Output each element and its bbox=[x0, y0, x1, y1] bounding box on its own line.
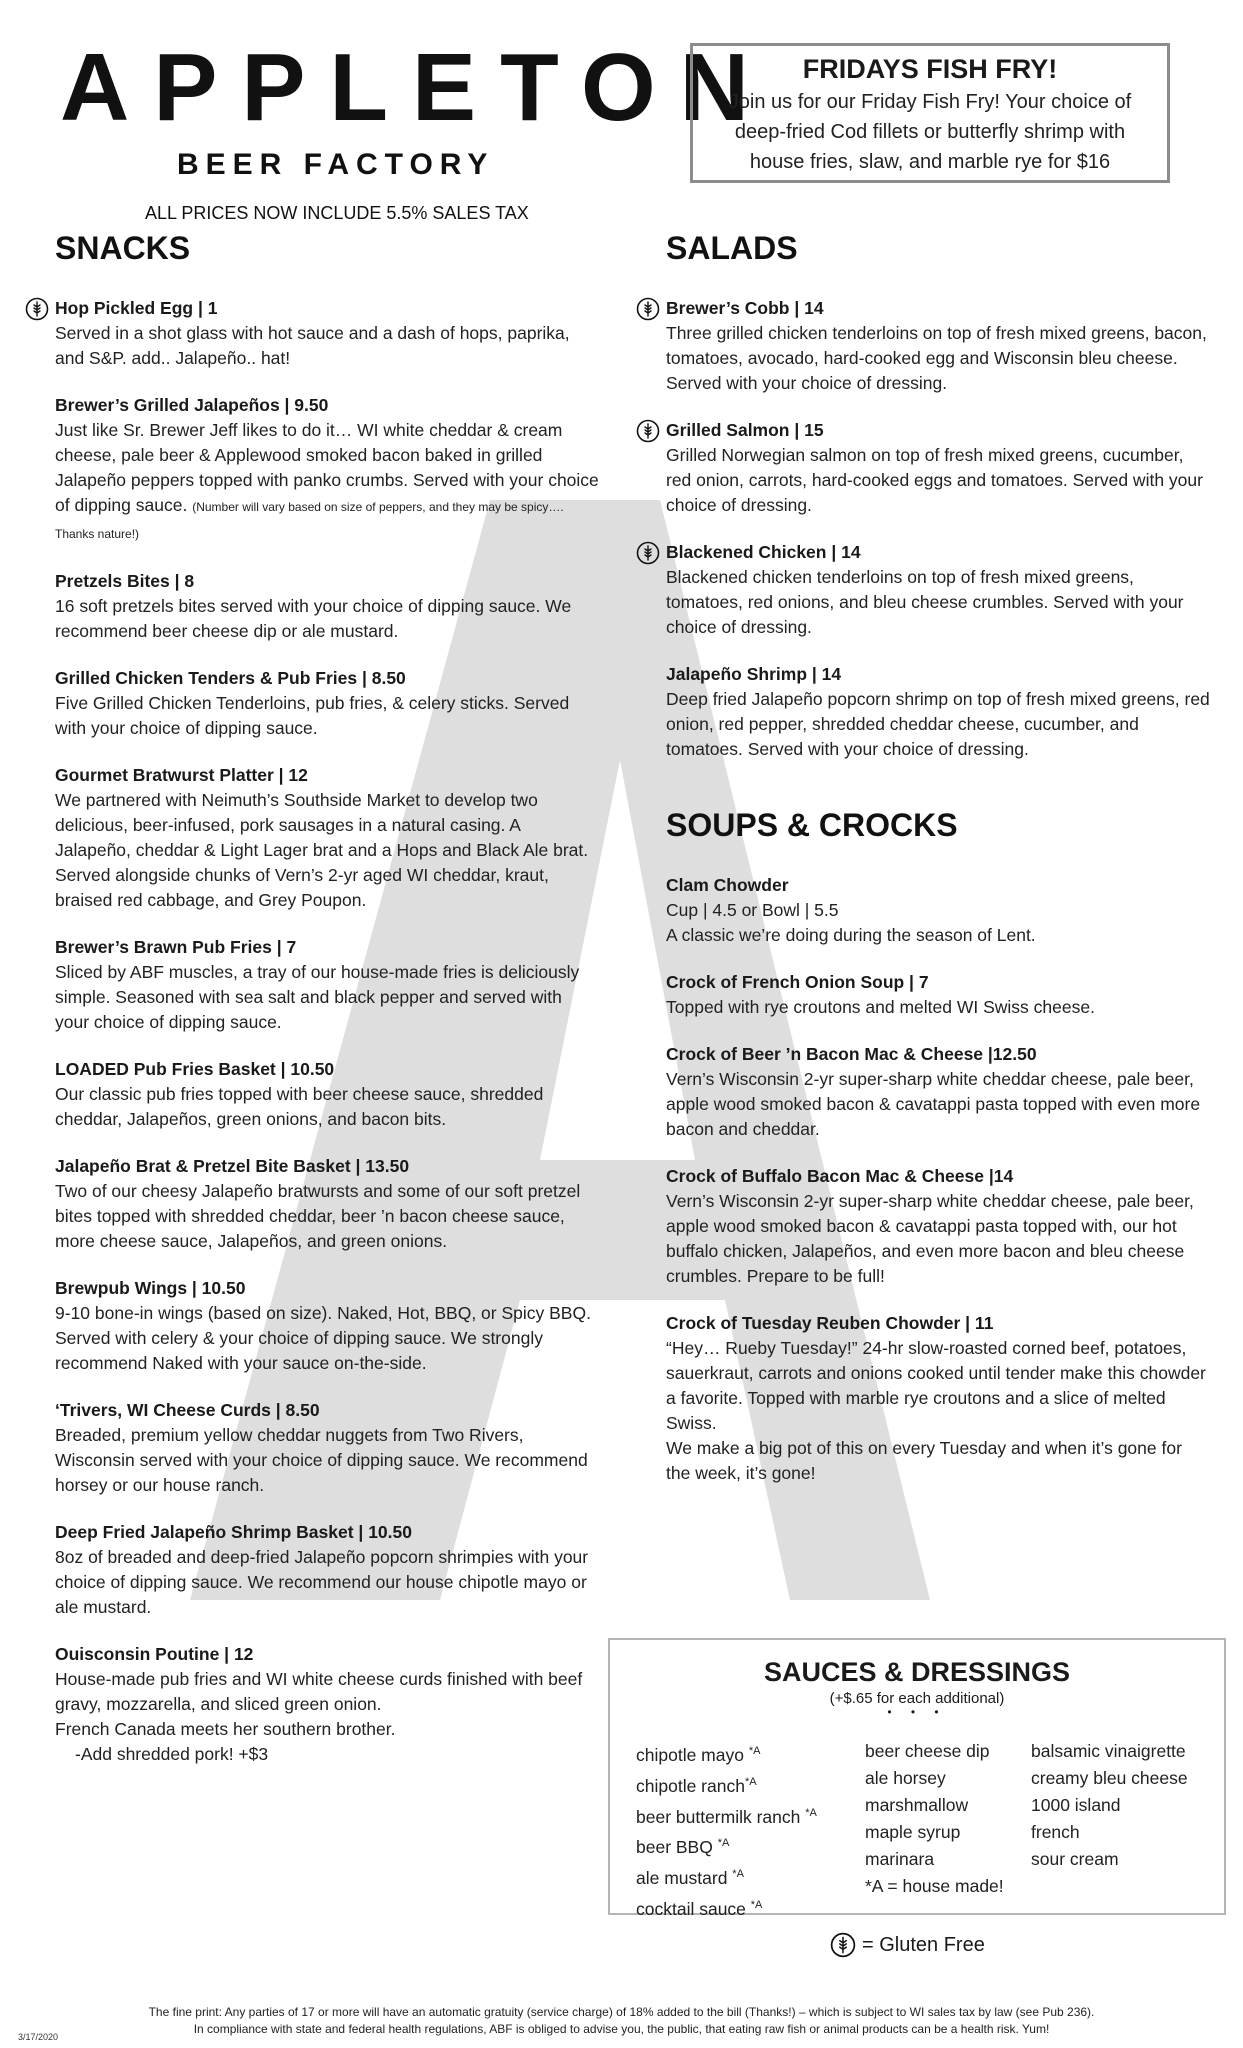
menu-item-name: Crock of Buffalo Bacon Mac & Cheese |14 bbox=[666, 1166, 1014, 1186]
menu-item-description-text: We partnered with Neimuth’s Southside Market to develop two delicious, beer-infused, pork sausages in a natural casing. A Jalapeño, cheddar & Light Lager brat and a Hops and Black Ale brat. Served alongside chunks of Vern’s 2-yr aged WI cheddar, kraut, braised red cabbage, and Grey Poupon. bbox=[55, 790, 589, 910]
menu-item-description bbox=[666, 1189, 1211, 1289]
menu-item bbox=[666, 540, 1211, 640]
menu-item-description bbox=[55, 960, 600, 1035]
sauce-item: french bbox=[1031, 1822, 1080, 1842]
menu-item-name: Crock of Beer ’n Bacon Mac & Cheese |12.50 bbox=[666, 1044, 1037, 1064]
sauce-item: beer buttermilk ranch $^{*A}$ bbox=[636, 1806, 817, 1827]
menu-item-description-extra: We make a big pot of this on every Tuesday and when it’s gone for the week, it’s gone! bbox=[666, 1438, 1182, 1483]
menu-item-description-text: 16 soft pretzels bites served with your choice of dipping sauce. We recommend beer cheese dip or ale mustard. bbox=[55, 596, 572, 641]
sauce-item: ale horsey bbox=[865, 1768, 946, 1788]
fish-fry-title: FRIDAYS FISH FRY! bbox=[802, 54, 1058, 84]
menu-item bbox=[55, 1398, 600, 1498]
menu-item-name: Jalapeño Brat & Pretzel Bite Basket | 13.50 bbox=[55, 1156, 410, 1176]
menu-item bbox=[55, 763, 600, 913]
soups-list bbox=[666, 873, 1211, 1486]
menu-item-name: Gourmet Bratwurst Platter | 12 bbox=[55, 765, 308, 785]
salads-list bbox=[666, 296, 1211, 762]
menu-item bbox=[55, 666, 600, 741]
fish-fry-text: Join us for our Friday Fish Fry! Your choice of deep-fried Cod fillets or butterfly shrimp with house fries, slaw, and marble rye for $16 bbox=[728, 91, 1132, 173]
wheat-icon bbox=[25, 297, 49, 321]
menu-item-description-text: Just like Sr. Brewer Jeff likes to do it… WI white cheddar & cream cheese, pale beer & Applewood smoked bacon baked in grilled Jalapeño peppers topped with panko crumbs. Served with your choice of dipping sauce. bbox=[55, 420, 599, 515]
menu-item-description bbox=[666, 995, 1211, 1020]
menu-item-description-text: Deep fried Jalapeño popcorn shrimp on top of fresh mixed greens, red onion, red pepper, shredded cheddar cheese, cucumber, and tomatoes. Served with your choice of dressing. bbox=[666, 689, 1210, 759]
soups-title: SOUPS & CROCKS bbox=[666, 807, 958, 843]
sauce-item: creamy bleu cheese bbox=[1031, 1768, 1188, 1788]
menu-item-description bbox=[55, 1667, 600, 1717]
menu-item-description bbox=[55, 1301, 600, 1376]
sauce-item: beer cheese dip bbox=[865, 1741, 990, 1761]
menu-item bbox=[55, 1276, 600, 1376]
menu-item-addon: -Add shredded pork! +$3 bbox=[75, 1744, 269, 1764]
menu-item-description bbox=[55, 1423, 600, 1498]
menu-item-name: Crock of Tuesday Reuben Chowder | 11 bbox=[666, 1313, 994, 1333]
menu-item-name: Brewer’s Brawn Pub Fries | 7 bbox=[55, 937, 297, 957]
sauce-item: *A = house made! bbox=[865, 1876, 1004, 1896]
menu-item-description bbox=[55, 1179, 600, 1254]
brand-logo bbox=[60, 34, 773, 182]
menu-item-name: ‘Trivers, WI Cheese Curds | 8.50 bbox=[55, 1400, 320, 1420]
menu-item-description-text: A classic we’re doing during the season of Lent. bbox=[666, 925, 1036, 945]
gluten-free-legend-text: = Gluten Free bbox=[862, 1933, 985, 1956]
sauces-title: SAUCES & DRESSINGS bbox=[763, 1657, 1071, 1687]
menu-item bbox=[666, 418, 1211, 518]
menu-date: 3/17/2020 bbox=[18, 2032, 59, 2042]
menu-item bbox=[55, 1154, 600, 1254]
sauce-column-1 bbox=[636, 1738, 817, 1923]
menu-item-description-text: Five Grilled Chicken Tenderloins, pub fries, & celery sticks. Served with your choice of dipping sauce. bbox=[55, 693, 570, 738]
menu-item-description bbox=[666, 687, 1211, 762]
menu-item-description-text: Three grilled chicken tenderloins on top of fresh mixed greens, bacon, tomatoes, avocado, hard-cooked egg and Wisconsin bleu cheese. Served with your choice of dressing. bbox=[666, 323, 1207, 393]
sauce-item: beer BBQ $^{*A}$ bbox=[636, 1837, 730, 1858]
sauce-item: maple syrup bbox=[865, 1822, 961, 1842]
menu-item-description bbox=[55, 594, 600, 644]
sauces-box bbox=[608, 1638, 1226, 1919]
menu-item-name: Pretzels Bites | 8 bbox=[55, 571, 195, 591]
menu-item-description bbox=[55, 788, 600, 913]
menu-item bbox=[666, 1311, 1211, 1486]
menu-item-description bbox=[55, 321, 600, 371]
menu-item-name: Clam Chowder bbox=[666, 875, 789, 895]
snacks-list bbox=[55, 296, 600, 1767]
menu-item-name: LOADED Pub Fries Basket | 10.50 bbox=[55, 1059, 335, 1079]
menu-item bbox=[55, 1520, 600, 1620]
salads-title: SALADS bbox=[666, 230, 798, 266]
menu-item-description-text: 9-10 bone-in wings (based on size). Naked, Hot, BBQ, or Spicy BBQ. Served with celery & your choice of dipping sauce. We strongly recommend Naked with your sauce on-the-side. bbox=[55, 1303, 591, 1373]
menu-item-description bbox=[55, 1545, 600, 1620]
menu-item bbox=[55, 1057, 600, 1132]
menu-item-description-text: Vern’s Wisconsin 2-yr super-sharp white cheddar cheese, pale beer, apple wood smoked bacon & cavatappi pasta topped with even more bacon and cheddar. bbox=[666, 1069, 1201, 1139]
menu-item-name: Grilled Chicken Tenders & Pub Fries | 8.50 bbox=[55, 668, 406, 688]
menu-item-note: (Number will vary based on size of peppers, and they may be spicy…. Thanks nature!) bbox=[55, 500, 564, 541]
menu-item-name: Brewpub Wings | 10.50 bbox=[55, 1278, 246, 1298]
sauce-item: ale mustard $^{*A}$ bbox=[636, 1868, 744, 1889]
sauce-item: marinara bbox=[865, 1849, 935, 1869]
sauce-item: 1000 island bbox=[1031, 1795, 1121, 1815]
menu-item-description bbox=[666, 565, 1211, 640]
fine-print-line-1: The fine print: Any parties of 17 or more will have an automatic gratuity (service charge) of 18% added to the bill (Thanks!) – which is subject to WI sales tax by law (see Pub 236). bbox=[148, 2005, 1095, 2019]
sauce-item: balsamic vinaigrette bbox=[1031, 1741, 1186, 1761]
menu-item bbox=[55, 935, 600, 1035]
menu-item bbox=[55, 296, 600, 371]
fine-print-line-2: In compliance with state and federal health regulations, ABF is obliged to advise you, the public, that eating raw fish or animal products can be a health risk. Yum! bbox=[193, 2022, 1050, 2036]
sauce-column-3 bbox=[1031, 1738, 1188, 1873]
menu-item-name: Deep Fried Jalapeño Shrimp Basket | 10.50 bbox=[55, 1522, 412, 1542]
menu-item-description-extra: French Canada meets her southern brother. bbox=[55, 1719, 396, 1739]
menu-item-description bbox=[55, 1082, 600, 1132]
menu-item-description-text: Topped with rye croutons and melted WI Swiss cheese. bbox=[666, 997, 1095, 1017]
menu-item-name: Grilled Salmon | 15 bbox=[666, 420, 824, 440]
fish-fry-box bbox=[690, 43, 1170, 183]
right-column bbox=[666, 230, 1211, 1508]
menu-item-description bbox=[666, 1067, 1211, 1142]
menu-item-description-text: House-made pub fries and WI white cheese curds finished with beef gravy, mozzarella, and sliced green onion. bbox=[55, 1669, 583, 1714]
sauce-item: sour cream bbox=[1031, 1849, 1119, 1869]
menu-item bbox=[55, 569, 600, 644]
menu-item-price-line: Cup | 4.5 or Bowl | 5.5 bbox=[666, 900, 839, 920]
menu-item bbox=[666, 970, 1211, 1020]
menu-item-description-text: Our classic pub fries topped with beer cheese sauce, shredded cheddar, Jalapeños, green onions, and bacon bits. bbox=[55, 1084, 544, 1129]
menu-item bbox=[666, 873, 1211, 948]
sauce-item: chipotle ranch$^{*A}$ bbox=[636, 1775, 757, 1796]
sauce-column-2 bbox=[865, 1738, 1004, 1900]
wheat-icon bbox=[636, 541, 660, 565]
menu-item-name: Brewer’s Grilled Jalapeños | 9.50 bbox=[55, 395, 329, 415]
sauce-item: cocktail sauce $^{*A}$ bbox=[636, 1898, 763, 1919]
menu-item-name: Ouisconsin Poutine | 12 bbox=[55, 1644, 254, 1664]
sauces-note: (+$.65 for each additional) bbox=[829, 1690, 1005, 1707]
tax-note: ALL PRICES NOW INCLUDE 5.5% SALES TAX bbox=[145, 203, 529, 223]
menu-item bbox=[55, 393, 600, 547]
menu-item-name: Blackened Chicken | 14 bbox=[666, 542, 861, 562]
brand-subtitle: BEER FACTORY bbox=[177, 148, 495, 181]
left-column bbox=[55, 230, 600, 1789]
menu-item bbox=[666, 1042, 1211, 1142]
menu-item-name: Jalapeño Shrimp | 14 bbox=[666, 664, 842, 684]
sauce-item: chipotle mayo $^{*A}$ bbox=[636, 1744, 761, 1765]
menu-item-description-text: Sliced by ABF muscles, a tray of our house-made fries is deliciously simple. Seasoned with sea salt and black pepper and served with your choice of dipping sauce. bbox=[55, 962, 580, 1032]
menu-item-description-text: Vern’s Wisconsin 2-yr super-sharp white cheddar cheese, pale beer, apple wood smoked bacon & cavatappi pasta topped with, our hot buffalo chicken, Jalapeños, and even more bacon and bleu cheese crumbles. Prepare to be full! bbox=[666, 1191, 1194, 1286]
menu-item bbox=[55, 1642, 600, 1767]
menu-item bbox=[666, 662, 1211, 762]
menu-item-description-text: “Hey… Rueby Tuesday!” 24-hr slow-roasted corned beef, potatoes, sauerkraut, carrots and onions cooked until tender make this chowder a favorite. Topped with marble rye croutons and a slice of melted Swiss. bbox=[666, 1338, 1206, 1433]
menu-item-description bbox=[666, 1336, 1211, 1436]
menu-item-description bbox=[55, 691, 600, 741]
wheat-icon bbox=[636, 419, 660, 443]
menu-item-name: Crock of French Onion Soup | 7 bbox=[666, 972, 929, 992]
menu-item-description-text: Breaded, premium yellow cheddar nuggets from Two Rivers, Wisconsin served with your choice of dipping sauce. We recommend horsey or our house ranch. bbox=[55, 1425, 588, 1495]
menu-item bbox=[666, 1164, 1211, 1289]
menu-item-description bbox=[666, 923, 1211, 948]
menu-item-description-text: Grilled Norwegian salmon on top of fresh mixed greens, cucumber, red onion, carrots, hard-cooked eggs and tomatoes. Served with your choice of dressing. bbox=[666, 445, 1203, 515]
menu-item-name: Brewer’s Cobb | 14 bbox=[666, 298, 824, 318]
menu-item-description bbox=[55, 418, 600, 547]
menu-item-description-text: 8oz of breaded and deep-fried Jalapeño popcorn shrimpies with your choice of dipping sauce. We recommend our house chipotle mayo or ale mustard. bbox=[55, 1547, 589, 1617]
menu-item-description-text: Blackened chicken tenderloins on top of fresh mixed greens, tomatoes, red onions, and bleu cheese crumbles. Served with your choice of dressing. bbox=[666, 567, 1184, 637]
snacks-title: SNACKS bbox=[55, 230, 191, 266]
menu-item-description bbox=[666, 321, 1211, 396]
wheat-icon bbox=[830, 1932, 856, 1958]
wheat-icon bbox=[636, 297, 660, 321]
menu-item-description bbox=[666, 443, 1211, 518]
menu-item bbox=[666, 296, 1211, 396]
menu-item-name: Hop Pickled Egg | 1 bbox=[55, 298, 218, 318]
sauces-dots: • • • bbox=[887, 1705, 947, 1719]
gluten-free-legend bbox=[830, 1932, 985, 1958]
menu-item-description-text: Two of our cheesy Jalapeño bratwursts and some of our soft pretzel bites topped with shredded cheddar, beer ’n bacon cheese sauce, more cheese sauce, Jalapeños, and green onions. bbox=[55, 1181, 581, 1251]
fine-print bbox=[0, 2004, 1243, 2038]
menu-item-description-text: Served in a shot glass with hot sauce and a dash of hops, paprika, and S&P. add.. Jalapeño.. hat! bbox=[55, 323, 570, 368]
brand-name: APPLETON bbox=[60, 34, 773, 141]
sauce-item: marshmallow bbox=[865, 1795, 969, 1815]
